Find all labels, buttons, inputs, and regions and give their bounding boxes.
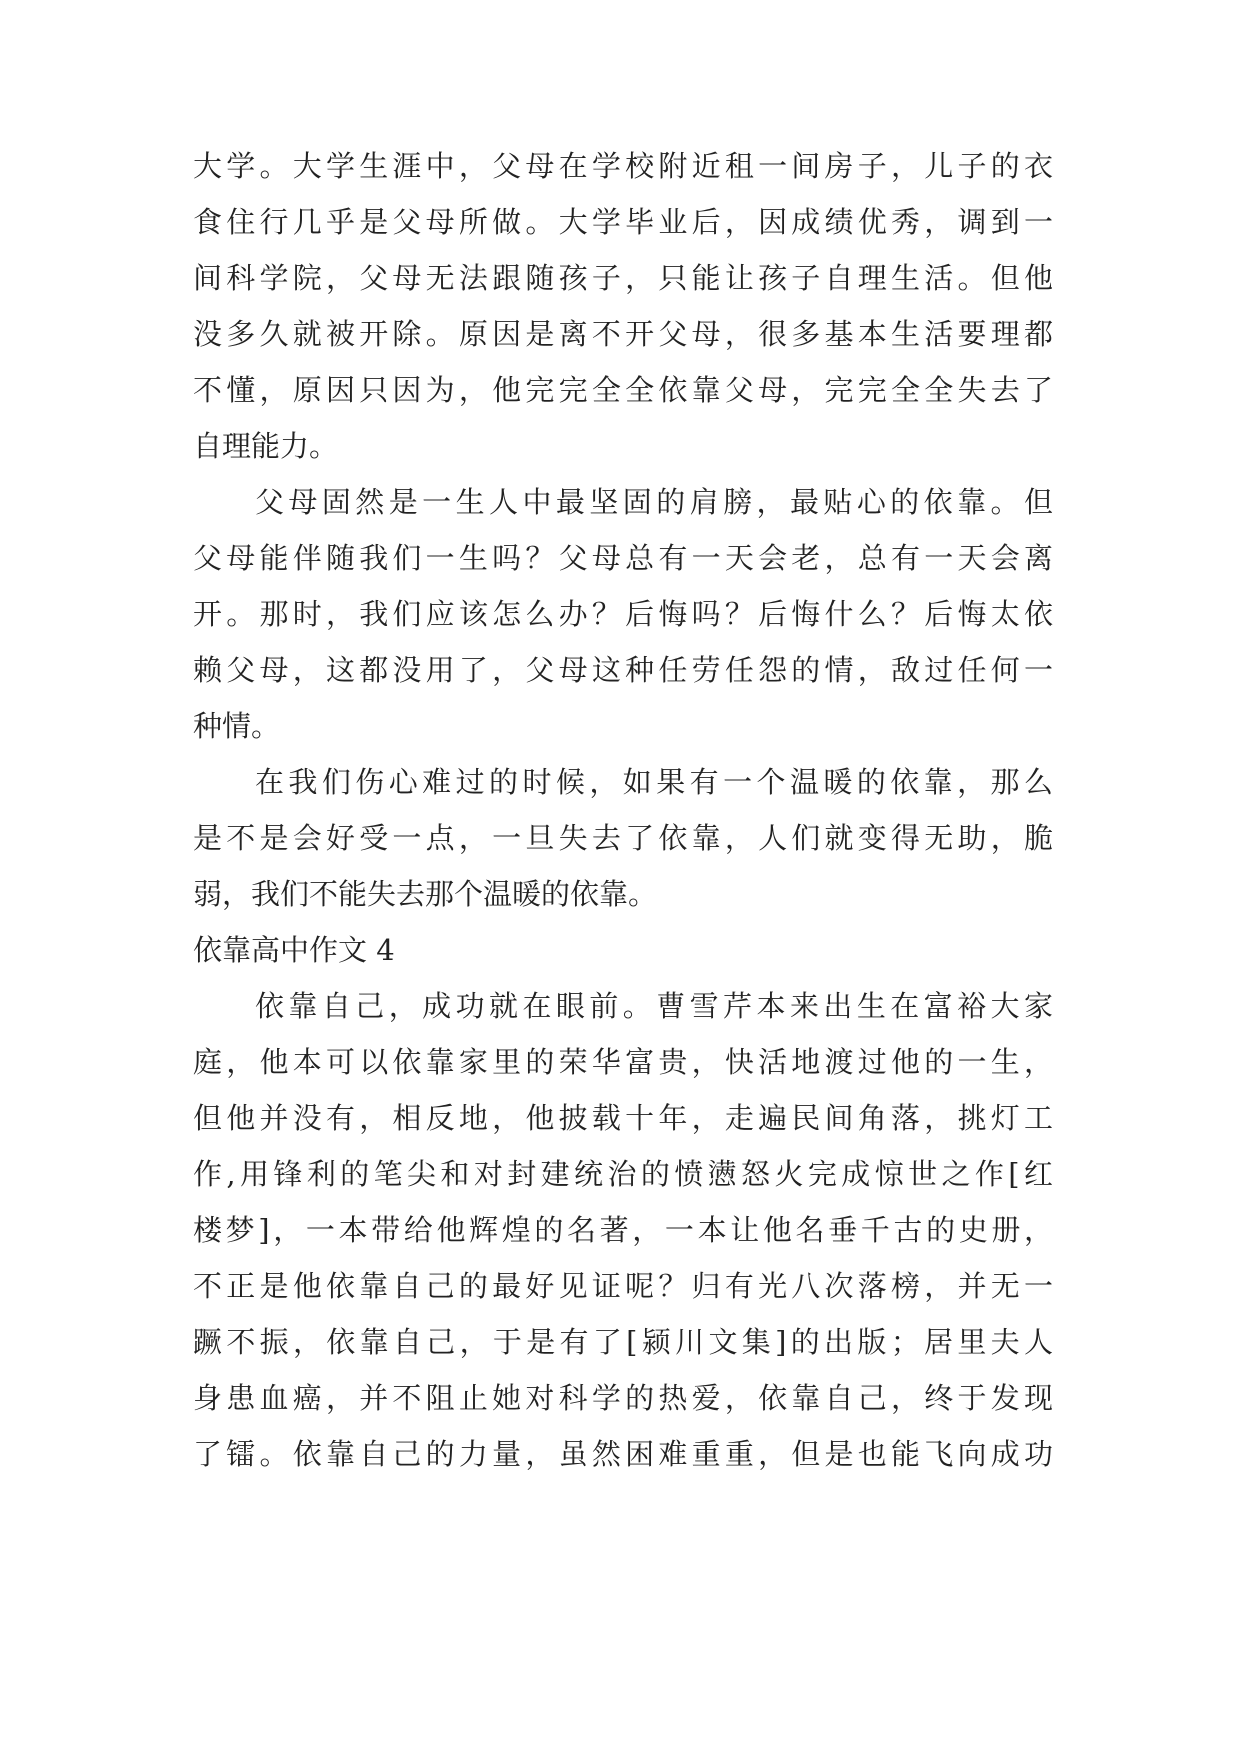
paragraph-line: 蹶不振，依靠自己，于是有了[颍川文集]的出版；居里夫人 <box>193 1325 1053 1359</box>
paragraph-line: 弱，我们不能失去那个温暖的依靠。 <box>193 877 658 911</box>
paragraph-line: 不懂，原因只因为，他完完全全依靠父母，完完全全失去了 <box>193 373 1053 407</box>
paragraph-line: 间科学院，父母无法跟随孩子，只能让孩子自理生活。但他 <box>193 261 1053 295</box>
paragraph-line: 了镭。依靠自己的力量，虽然困难重重，但是也能飞向成功 <box>193 1437 1053 1471</box>
paragraph-line: 作,用锋利的笔尖和对封建统治的愤懑怒火完成惊世之作[红 <box>193 1157 1053 1191</box>
section-title: 依靠高中作文 4 <box>193 933 395 967</box>
paragraph-line: 身患血癌，并不阻止她对科学的热爱，依靠自己，终于发现 <box>193 1381 1053 1415</box>
paragraph-line: 不正是他依靠自己的最好见证呢？归有光八次落榜，并无一 <box>193 1269 1053 1303</box>
paragraph-line: 开。那时，我们应该怎么办？后悔吗？后悔什么？后悔太依 <box>193 597 1053 631</box>
paragraph-line: 种情。 <box>193 709 281 743</box>
paragraph-line: 自理能力。 <box>193 429 339 463</box>
paragraph-line: 依靠自己，成功就在眼前。曹雪芹本来出生在富裕大家 <box>255 989 1053 1023</box>
paragraph-line: 是不是会好受一点，一旦失去了依靠，人们就变得无助，脆 <box>193 821 1053 855</box>
paragraph-line: 赖父母，这都没用了，父母这种任劳任怨的情，敌过任何一 <box>193 653 1053 687</box>
paragraph-line: 大学。大学生涯中，父母在学校附近租一间房子，儿子的衣 <box>193 149 1053 183</box>
paragraph-line: 楼梦]，一本带给他辉煌的名著，一本让他名垂千古的史册， <box>193 1213 1053 1247</box>
paragraph-line: 但他并没有，相反地，他披载十年，走遍民间角落，挑灯工 <box>193 1101 1053 1135</box>
paragraph-line: 在我们伤心难过的时候，如果有一个温暖的依靠，那么 <box>255 765 1053 799</box>
paragraph-line: 父母能伴随我们一生吗？父母总有一天会老，总有一天会离 <box>193 541 1053 575</box>
paragraph-line: 庭，他本可以依靠家里的荣华富贵，快活地渡过他的一生， <box>193 1045 1053 1079</box>
paragraph-line: 父母固然是一生人中最坚固的肩膀，最贴心的依靠。但 <box>255 485 1053 519</box>
paragraph-line: 食住行几乎是父母所做。大学毕业后，因成绩优秀，调到一 <box>193 205 1053 239</box>
paragraph-line: 没多久就被开除。原因是离不开父母，很多基本生活要理都 <box>193 317 1053 351</box>
